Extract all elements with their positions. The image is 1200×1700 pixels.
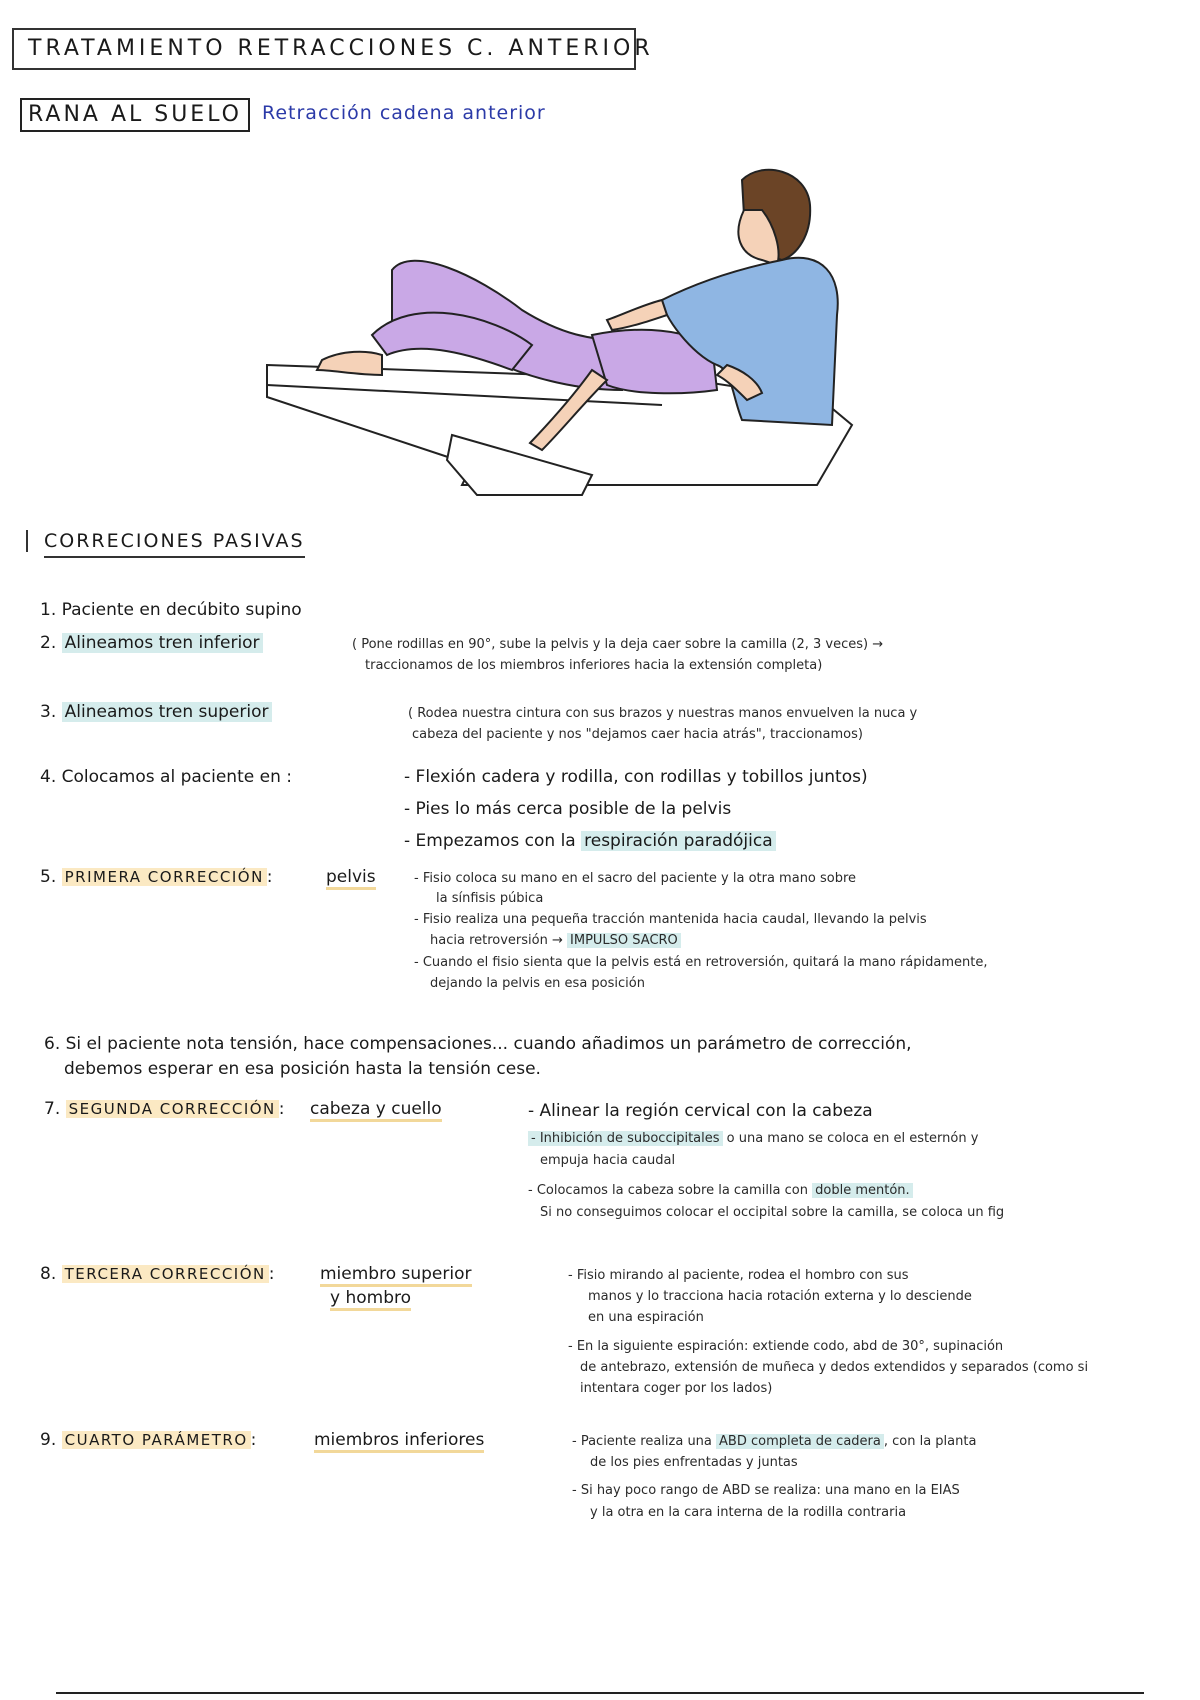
item-target: y hombro <box>330 1286 411 1310</box>
item-label: TERCERA CORRECCIÓN <box>62 1265 269 1283</box>
technique-description: Retracción cadena anterior <box>262 102 546 124</box>
item-number: 2. <box>40 633 57 653</box>
item-detail: - Fisio realiza una pequeña tracción mantenida hacia caudal, llevando la pelvis <box>414 912 927 927</box>
list-item-8: 8. TERCERA CORRECCIÓN : <box>40 1264 275 1284</box>
item-text: Si el paciente nota tensión, hace compensaciones... cuando añadimos un parámetro de corrección, <box>65 1034 912 1054</box>
item-detail: dejando la pelvis en esa posición <box>430 976 645 991</box>
page-title: TRATAMIENTO RETRACCIONES C. ANTERIOR <box>12 28 636 70</box>
item-detail: - Fisio coloca su mano en el sacro del paciente y la otra mano sobre <box>414 871 857 886</box>
page-bottom-rule <box>56 1692 1144 1694</box>
list-item-2 <box>40 631 263 655</box>
item-detail: ( Rodea nuestra cintura con sus brazos y nuestras manos envuelven la nuca y <box>408 706 918 721</box>
list-item-9: 9. CUARTO PARÁMETRO : <box>40 1430 257 1450</box>
item-detail: - Si hay poco rango de ABD se realiza: una mano en la EIAS <box>572 1483 960 1498</box>
item-detail: en una espiración <box>588 1310 704 1325</box>
item-number: 3. <box>40 702 57 722</box>
therapist-patient-illustration <box>262 165 892 535</box>
item-target: miembro superior <box>320 1262 472 1286</box>
item-detail: manos y lo tracciona hacia rotación externa y lo desciende <box>588 1289 972 1304</box>
item-detail: ( Pone rodillas en 90°, sube la pelvis y la deja caer sobre la camilla (2, 3 veces) → <box>352 637 884 652</box>
list-item-7: 7. SEGUNDA CORRECCIÓN : <box>44 1099 285 1119</box>
item-bullet: - Pies lo más cerca posible de la pelvis <box>404 799 732 819</box>
item-detail: de antebrazo, extensión de muñeca y dedos extendidos y separados (como si <box>580 1360 1089 1375</box>
item-target: pelvis <box>326 865 376 889</box>
highlight: doble mentón. <box>812 1183 913 1198</box>
highlight: ABD completa de cadera <box>716 1434 884 1449</box>
item-target: cabeza y cuello <box>310 1097 442 1121</box>
item-number: 5. <box>40 867 57 887</box>
item-label: Alineamos tren inferior <box>62 633 263 653</box>
item-number: 6. <box>44 1034 61 1054</box>
item-detail: Si no conseguimos colocar el occipital sobre la camilla, se coloca un fig <box>540 1205 1005 1220</box>
item-number: 7. <box>44 1099 61 1119</box>
item-number: 1. <box>40 600 57 620</box>
item-label: Colocamos al paciente en : <box>61 767 292 787</box>
item-bullet: - Empezamos con la respiración paradójica <box>404 829 776 853</box>
item-detail: - Fisio mirando al paciente, rodea el hombro con sus <box>568 1268 909 1283</box>
list-item-1 <box>40 598 302 622</box>
highlight: - Inhibición de suboccipitales <box>528 1131 723 1146</box>
item-detail: empuja hacia caudal <box>540 1153 676 1168</box>
item-text: Paciente en decúbito supino <box>61 600 302 620</box>
item-detail: - Colocamos la cabeza sobre la camilla con doble mentón. <box>528 1180 913 1201</box>
item-detail: - Paciente realiza una ABD completa de cadera , con la planta <box>572 1434 977 1449</box>
item-detail: de los pies enfrentadas y juntas <box>590 1455 798 1470</box>
item-label: CUARTO PARÁMETRO <box>62 1431 251 1449</box>
item-target: miembros inferiores <box>314 1428 484 1452</box>
item-number: 4. <box>40 767 57 787</box>
item-label: SEGUNDA CORRECCIÓN <box>66 1100 279 1118</box>
item-number: 8. <box>40 1264 57 1284</box>
item-bullet: - Alinear la región cervical con la cabeza <box>528 1101 873 1121</box>
highlight: respiración paradójica <box>581 831 776 851</box>
item-detail: traccionamos de los miembros inferiores hacia la extensión completa) <box>365 658 823 673</box>
item-bullet: - Flexión cadera y rodilla, con rodillas y tobillos juntos) <box>404 767 868 787</box>
item-detail: la sínfisis púbica <box>436 891 544 906</box>
list-item-5: 5. PRIMERA CORRECCIÓN : <box>40 867 273 887</box>
highlight: IMPULSO SACRO <box>567 933 681 948</box>
item-label: Alineamos tren superior <box>62 702 272 722</box>
item-label: PRIMERA CORRECCIÓN <box>62 868 267 886</box>
list-item-3 <box>40 700 272 724</box>
item-detail: cabeza del paciente y nos "dejamos caer hacia atrás", traccionamos) <box>412 727 863 742</box>
section-heading: CORRECIONES PASIVAS <box>26 530 305 552</box>
technique-name-box: RANA AL SUELO <box>20 98 250 132</box>
item-text: debemos esperar en esa posición hasta la tensión cese. <box>64 1059 541 1079</box>
item-detail: - Cuando el fisio sienta que la pelvis está en retroversión, quitará la mano rápidamente, <box>414 955 988 970</box>
item-detail: y la otra en la cara interna de la rodilla contraria <box>590 1505 907 1520</box>
list-item-4 <box>40 765 292 789</box>
item-detail: intentara coger por los lados) <box>580 1381 773 1396</box>
item-number: 9. <box>40 1430 57 1450</box>
item-detail: hacia retroversión → IMPULSO SACRO <box>430 930 681 951</box>
item-detail: - Inhibición de suboccipitales o una mano se coloca en el esternón y <box>528 1128 978 1149</box>
list-item-6 <box>44 1032 912 1056</box>
item-detail: - En la siguiente espiración: extiende codo, abd de 30°, supinación <box>568 1339 1004 1354</box>
